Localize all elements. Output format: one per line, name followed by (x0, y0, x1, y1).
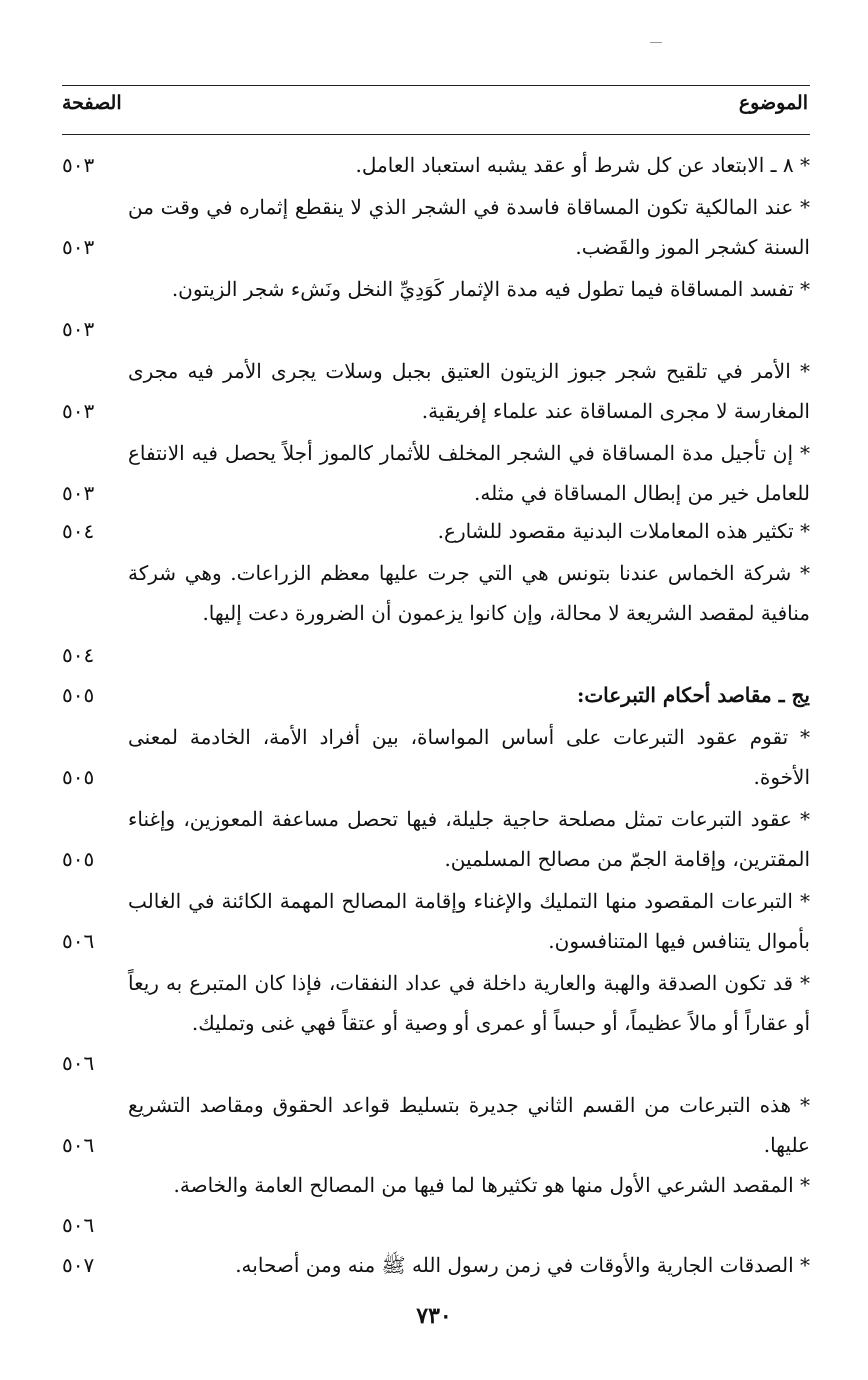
entry-page-number: ٥٠٦ (62, 1133, 95, 1157)
entry-text: * هذه التبرعات من القسم الثاني جديرة بتسليط قواعد الحقوق ومقاصد التشريع عليها. (128, 1093, 810, 1157)
entry-page-number: ٥٠٣ (62, 317, 95, 341)
section-heading: يج ـ مقاصد أحكام التبرعات: (576, 683, 810, 707)
entry-page-number: ٥٠٣ (62, 399, 95, 423)
entry-page-number: ٥٠٥ (62, 683, 95, 707)
entry-text: * الصدقات الجارية والأوقات في زمن رسول الله ﷺ منه ومن أصحابه. (235, 1253, 810, 1277)
entry-page-number: ٥٠٦ (62, 1213, 95, 1237)
entry-text: * إن تأجيل مدة المساقاة في الشجر المخلف للأثمار كالموز أجلاً يحصل فيه الانتفاع للعامل خير من إبطال المساقاة في مثله. (128, 441, 810, 505)
entry-text: * شركة الخماس عندنا بتونس هي التي جرت عليها معظم الزراعات. وهي شركة منافية لمقصد الشريعة لا محالة، وإن كانوا يزعمون أن الضرورة دعت إليها. (128, 561, 810, 625)
entry-text: * تفسد المساقاة فيما تطول فيه مدة الإثمار كَوَدِيِّ النخل ونَشء شجر الزيتون. (171, 277, 810, 301)
entry-text: * عقود التبرعات تمثل مصلحة حاجية جليلة، فيها تحصل مساعفة المعوزين، وإغناء المقترين، وإقامة الجمّ من مصالح المسلمين. (128, 807, 810, 871)
entry-text: * التبرعات المقصود منها التمليك والإغناء وإقامة المصالح المهمة الكائنة في الغالب بأموال يتنافس فيها المتنافسون. (128, 889, 810, 953)
column-header-topic: الموضوع (738, 92, 808, 114)
entry-page-number: ٥٠٤ (62, 519, 95, 543)
entry-page-number: ٥٠٣ (62, 153, 95, 177)
entry-text: * عند المالكية تكون المساقاة فاسدة في الشجر الذي لا ينقطع إثماره في وقت من السنة كشجر الموز والقَضب. (128, 195, 810, 259)
entry-page-number: ٥٠٣ (62, 235, 95, 259)
entry-text: * الأمر في تلقيح شجر جبوز الزيتون العتيق بجبل وسلات يجرى الأمر فيه مجرى المغارسة لا مجرى المساقاة عند علماء إفريقية. (128, 359, 810, 423)
entry-page-number: ٥٠٦ (62, 1051, 95, 1075)
entry-page-number: ٥٠٦ (62, 929, 95, 953)
entry-text: * تقوم عقود التبرعات على أساس المواساة، بين أفراد الأمة، الخادمة لمعنى الأخوة. (128, 725, 810, 789)
entry-text: * تكثير هذه المعاملات البدنية مقصود للشارع. (437, 519, 810, 543)
page-folio-number: ٧٣٠ (416, 1303, 452, 1329)
entry-page-number: ٥٠٤ (62, 643, 95, 667)
entry-text: * المقصد الشرعي الأول منها هو تكثيرها لما فيها من المصالح العامة والخاصة. (173, 1173, 810, 1197)
entry-page-number: ٥٠٥ (62, 847, 95, 871)
entry-text: * قد تكون الصدقة والهبة والعارية داخلة في عداد النفقات، فإذا كان المتبرع به ريعاً أو عقاراً أو مالاً عظيماً، أو حبساً أو عمرى أو وصية أو عتقاً فهي غنى وتمليك. (128, 971, 810, 1035)
entry-text: * ٨ ـ الابتعاد عن كل شرط أو عقد يشبه استعباد العامل. (355, 153, 810, 177)
column-header-page: الصفحة (62, 92, 122, 114)
entry-page-number: ٥٠٥ (62, 765, 95, 789)
entry-page-number: ٥٠٣ (62, 481, 95, 505)
entry-page-number: ٥٠٧ (62, 1253, 95, 1277)
